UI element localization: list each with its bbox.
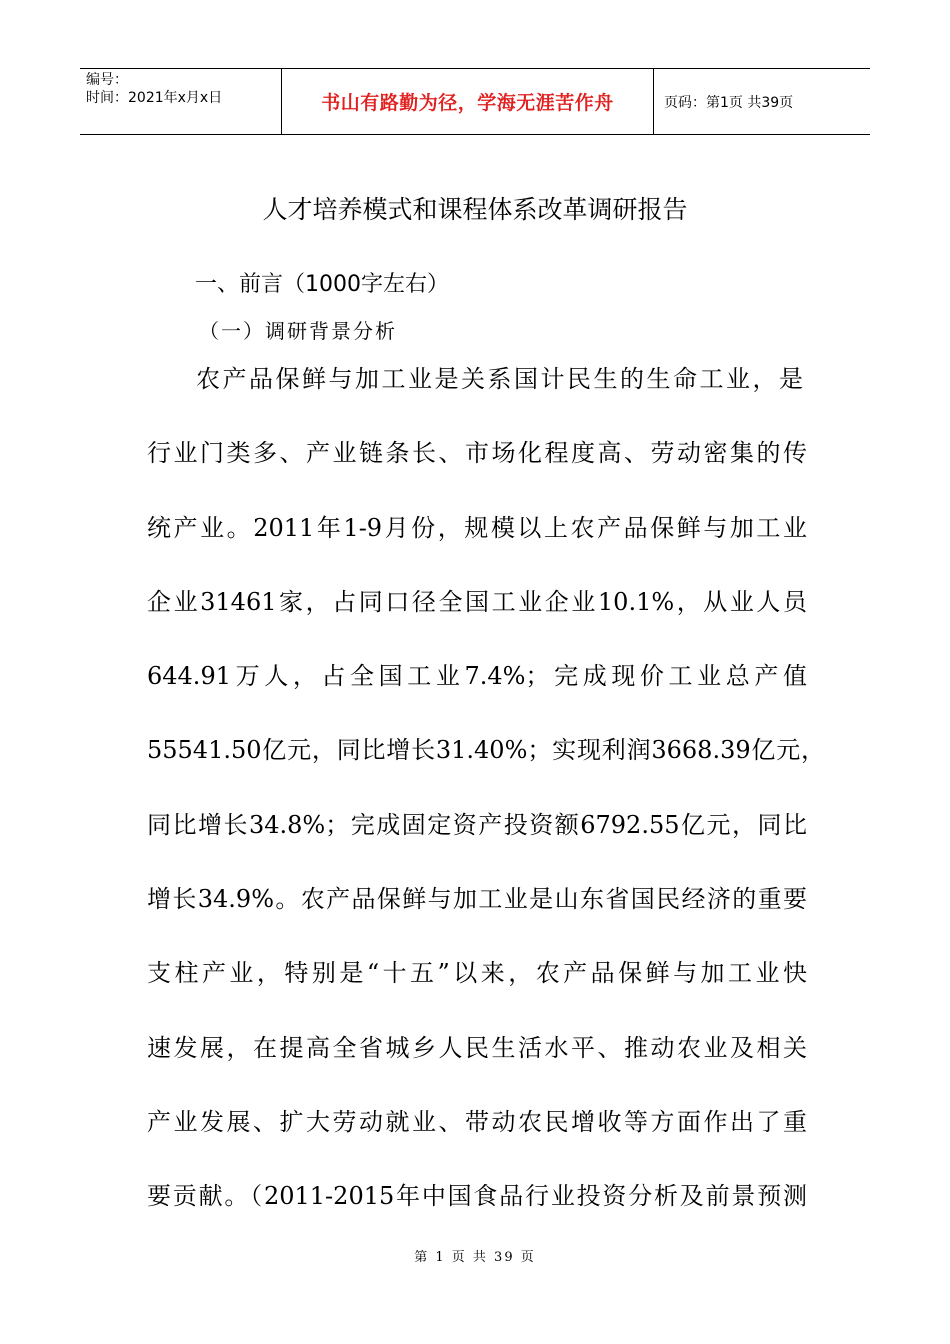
motto-text: 书山有路勤为径，学海无涯苦作舟: [321, 92, 614, 114]
paragraph-line: 增长34.9%。农产品保鲜与加工业是山东省国民经济的重要: [147, 885, 807, 913]
subsection-heading: （一）调研背景分析: [199, 319, 397, 343]
paragraph-line: 企业31461家，占同口径全国工业企业10.1%，从业人员: [147, 588, 807, 616]
paragraph-line: 速发展，在提高全省城乡人民生活水平、推动农业及相关: [147, 1034, 807, 1062]
paragraph-line: 同比增长34.8%；完成固定资产投资额6792.55亿元，同比: [147, 811, 807, 839]
paragraph-line: 支柱产业，特别是“十五”以来，农产品保鲜与加工业快: [147, 959, 807, 987]
document-title: 人才培养模式和课程体系改革调研报告: [262, 195, 688, 224]
paragraph-line: 农产品保鲜与加工业是关系国计民生的生命工业，是: [196, 365, 803, 393]
page-info-cell: [654, 69, 870, 134]
header-table: [80, 68, 870, 135]
header-meta-cell: [80, 69, 282, 134]
page-footer: 第 1 页 共 39 页: [414, 1250, 536, 1265]
paragraph-line: 统产业。2011年1-9月份，规模以上农产品保鲜与加工业: [147, 514, 807, 542]
section-heading: 一、前言（1000字左右）: [195, 272, 449, 297]
motto-cell: [282, 69, 654, 134]
paragraph-line: 产业发展、扩大劳动就业、带动农民增收等方面作出了重: [147, 1108, 807, 1136]
paragraph-line: 644.91万人，占全国工业7.4%；完成现价工业总产值: [147, 662, 807, 690]
paragraph-line: 要贡献。（2011-2015年中国食品行业投资分析及前景预测: [147, 1182, 807, 1210]
page-info-text: 页码：第1页 共39页: [664, 94, 794, 111]
time-label: 时间：2021年x月x日: [86, 90, 223, 106]
paragraph-line: 55541.50亿元，同比增长31.40%；实现利润3668.39亿元，: [147, 736, 825, 764]
number-label: 编号：: [86, 72, 128, 88]
paragraph-line: 行业门类多、产业链条长、市场化程度高、劳动密集的传: [147, 439, 807, 467]
